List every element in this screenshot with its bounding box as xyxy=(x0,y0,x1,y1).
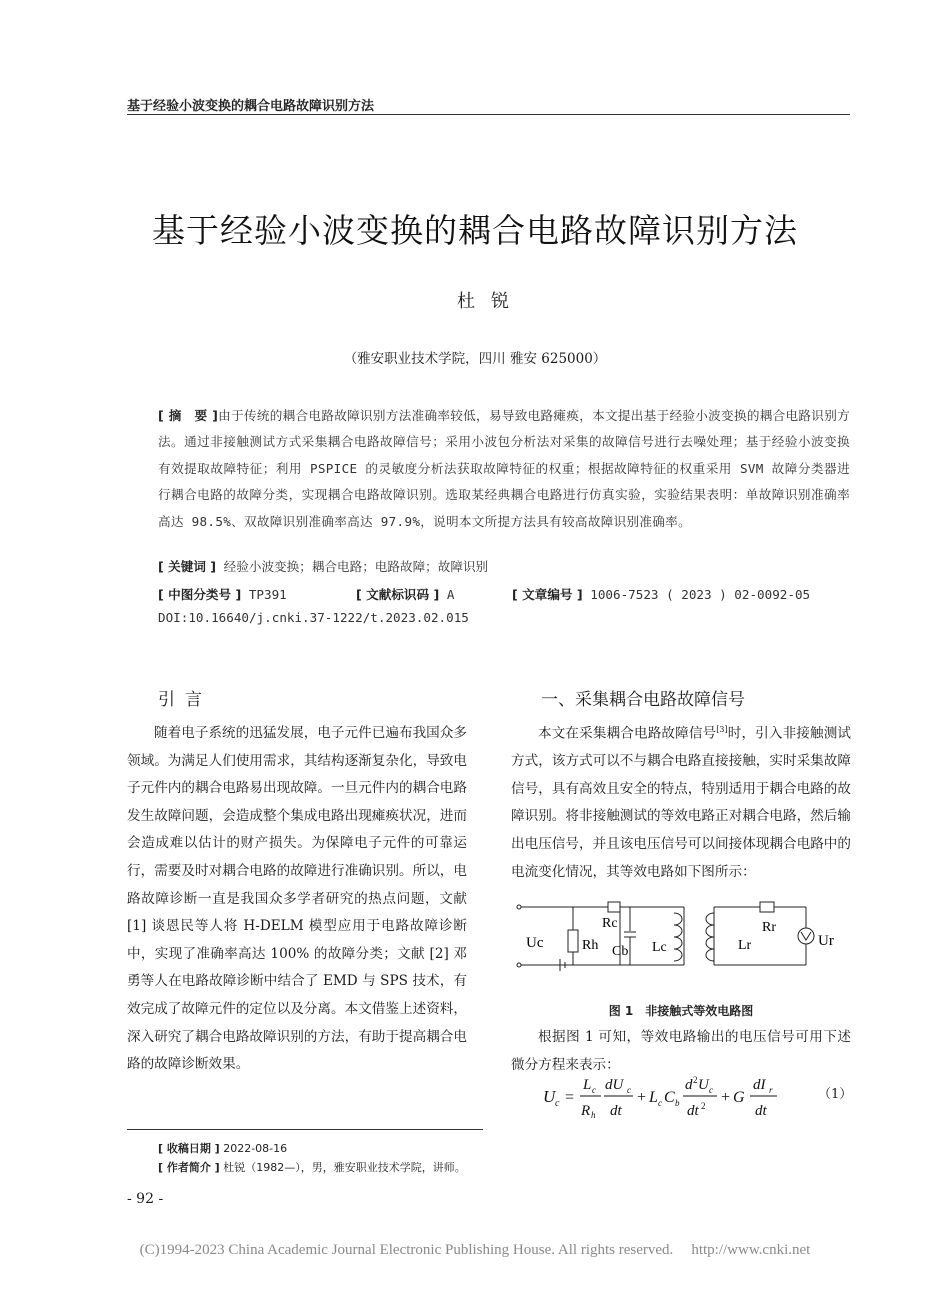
svg-text:b: b xyxy=(675,1098,680,1108)
section1-paragraph-1: 本文在采集耦合电路故障信号[3]时，引入非接触测试方式，该方式可以不与耦合电路直接接触，实时采集故障信号，具有高效且安全的特点，特别适用于耦合电路的故障识别。将非接触测试的等效电路正对耦合电路，然后输出电压信号，并且该电压信号可以间接体现耦合电路中的电流变化情况，其等效电路如下图所示： xyxy=(511,725,852,880)
received-date xyxy=(158,1140,287,1156)
svg-text:c: c xyxy=(709,1085,713,1095)
label-rh: Rh xyxy=(582,938,599,953)
copyright-url[interactable]: http://www.cnki.net xyxy=(691,1242,811,1258)
circuit-figure xyxy=(516,895,848,990)
svg-text:+: + xyxy=(721,1089,731,1106)
running-header: 基于经验小波变换的耦合电路故障识别方法 xyxy=(127,99,375,114)
intro-heading: 引言 xyxy=(158,690,212,710)
svg-text:dt: dt xyxy=(610,1103,622,1119)
citation-ref: [3] xyxy=(716,725,728,734)
intro-paragraph: 随着电子系统的迅猛发展，电子元件已遍布我国众多领域。为满足人们使用需求，其结构逐渐复杂化，导致电子元件内的耦合电路易出现故障。一旦元件内的耦合电路发生故障问题，会造成整个集成电路出现瘫痪状况，进而会造成难以估计的财产损失。为保障电子元件的可靠运行，需要及时对耦合电路的故障进行准确识别。所以，电路故障诊断一直是我国众多学者研究的热点问题，文献 [1] 谈恩民等人将 H-DELM 模型应用于电路故障诊断中，实现了准确率高达 100% 的故障分类；文献 [2] 邓勇等人在电路故障诊断中结合了 EMD 与 SPS 技术，有效完成了故障元件的定位以及分离。本文借鉴上述资料，深入研究了耦合电路故障识别的方法，有助于提高耦合电路的故障诊断效果。 xyxy=(127,725,467,1073)
classification xyxy=(158,584,287,603)
bio-label: [ 作者简介 ] xyxy=(158,1161,220,1174)
svg-text:c: c xyxy=(592,1085,596,1095)
svg-text:2: 2 xyxy=(693,1075,698,1085)
article-number xyxy=(512,584,810,603)
svg-text:U: U xyxy=(698,1077,709,1093)
svg-text:h: h xyxy=(591,1110,596,1120)
label-ur: Ur xyxy=(818,933,834,949)
keywords-text: 经验小波变换；耦合电路；电路故障；故障识别 xyxy=(223,559,489,574)
label-uc: Uc xyxy=(526,935,544,951)
doc-code xyxy=(356,584,454,603)
affiliation: （雅安职业技术学院，四川 雅安 625000） xyxy=(343,351,607,367)
page-number: - 92 - xyxy=(127,1191,164,1207)
svg-text:d: d xyxy=(685,1077,693,1093)
footnote-rule xyxy=(127,1129,483,1130)
figure-caption: 图 1 非接触式等效电路图 xyxy=(608,1004,754,1018)
doc-code-value: A xyxy=(446,587,455,602)
copyright-text: (C)1994-2023 China Academic Journal Electronic Publishing House. All rights reserved. xyxy=(139,1242,674,1258)
section1-heading: 一、采集耦合电路故障信号 xyxy=(541,690,745,710)
doi: DOI:10.16640/j.cnki.37-1222/t.2023.02.015 xyxy=(158,610,469,625)
svg-text:c: c xyxy=(555,1098,560,1109)
keywords-label: [ 关键词 ] xyxy=(158,559,217,574)
article-number-value: 1006-7523 ( 2023 ) 02-0092-05 xyxy=(590,587,811,602)
bio-value: 杜锐（1982—），男，雅安职业技术学院，讲师。 xyxy=(223,1161,466,1174)
classification-label: [ 中图分类号 ] xyxy=(158,587,242,602)
svg-text:=: = xyxy=(565,1089,575,1106)
keywords xyxy=(158,556,488,575)
received-value: 2022-08-16 xyxy=(223,1142,288,1155)
equation-1 xyxy=(543,1074,783,1120)
doc-code-label: [ 文献标识码 ] xyxy=(356,587,440,602)
abstract xyxy=(158,403,850,535)
copyright-footer xyxy=(0,1242,950,1259)
header-rule xyxy=(127,114,850,115)
svg-text:c: c xyxy=(658,1098,662,1108)
svg-text:G: G xyxy=(733,1089,745,1106)
svg-text:dt: dt xyxy=(687,1103,699,1119)
label-lc: Lc xyxy=(652,940,667,955)
svg-text:2: 2 xyxy=(701,1101,706,1111)
classification-value: TP391 xyxy=(248,587,287,602)
svg-text:dt: dt xyxy=(755,1103,767,1119)
svg-text:dI: dI xyxy=(753,1077,766,1093)
label-rc: Rc xyxy=(602,916,618,931)
svg-text:L: L xyxy=(649,1089,658,1106)
author-bio xyxy=(158,1159,466,1175)
svg-text:L: L xyxy=(583,1077,592,1093)
paper-title: 基于经验小波变换的耦合电路故障识别方法 xyxy=(152,211,798,250)
svg-text:r: r xyxy=(769,1085,773,1095)
equation-number: （1） xyxy=(818,1087,853,1102)
section1-paragraph-2: 根据图 1 可知，等效电路输出的电压信号可用下述微分方程来表示： xyxy=(511,1029,851,1073)
received-label: [ 收稿日期 ] xyxy=(158,1142,220,1155)
abstract-label: [ 摘 要 ] xyxy=(158,408,219,423)
svg-text:dU: dU xyxy=(605,1077,624,1093)
author: 杜锐 xyxy=(457,291,525,312)
svg-text:+: + xyxy=(637,1089,647,1106)
label-cb: Cb xyxy=(612,944,629,959)
article-number-label: [ 文章编号 ] xyxy=(512,587,583,602)
svg-text:C: C xyxy=(664,1089,675,1106)
abstract-text: 由于传统的耦合电路故障识别方法准确率较低，易导致电路瘫痪，本文提出基于经验小波变换的耦合电路识别方法。通过非接触测试方式采集耦合电路故障信号；采用小波包分析法对采集的故障信号进行去噪处理；基于经验小波变换有效提取故障特征；利用 PSPICE 的灵敏度分析法获取故障特征的权重；根据故障特征的权重采用 SVM 故障分类器进行耦合电路的故障分类，实现耦合电路故障识别。选取某经典耦合电路进行仿真实验，实验结果表明：单故障识别准确率高达 98.5%、双故障识别准确率高达 97.9%，说明本文所提方法具有较高故障识别准确率。 xyxy=(158,408,850,529)
svg-text:R: R xyxy=(581,1103,591,1119)
label-lr: Lr xyxy=(738,938,752,953)
svg-text:c: c xyxy=(627,1085,631,1095)
svg-text:U: U xyxy=(543,1087,556,1106)
label-rr: Rr xyxy=(762,920,776,935)
